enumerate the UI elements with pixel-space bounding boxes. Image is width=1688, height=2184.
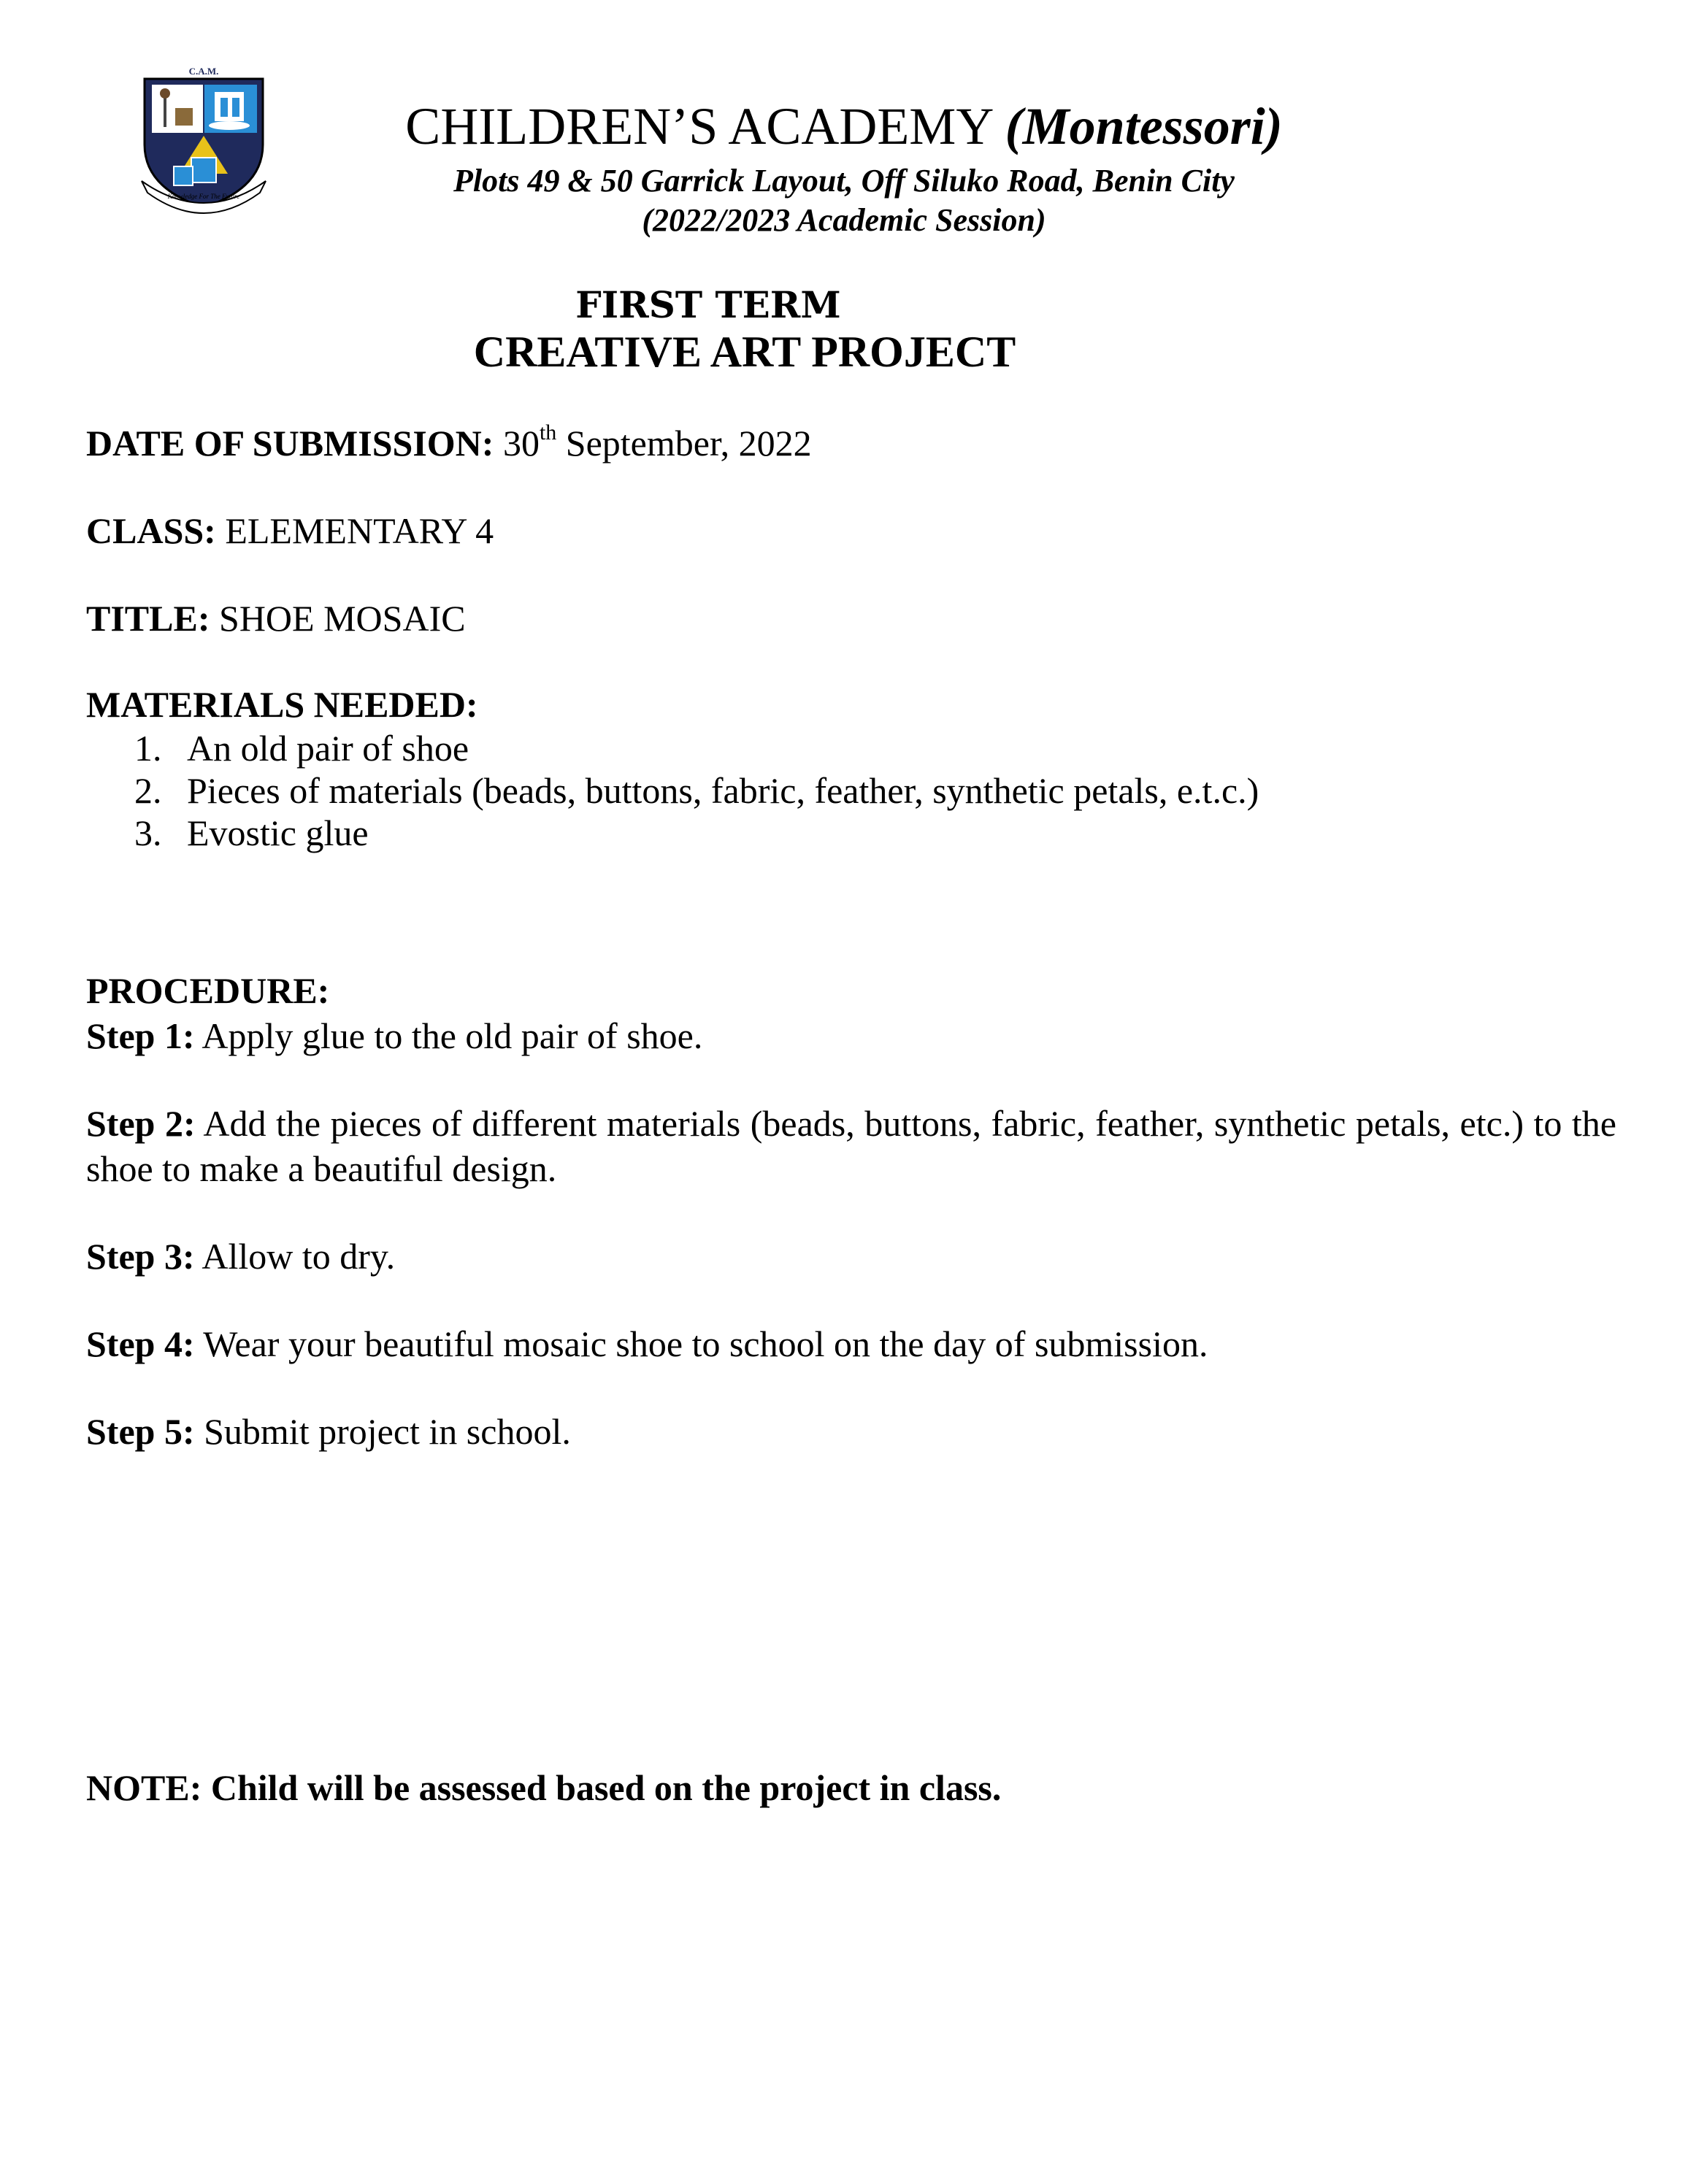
assessment-note: NOTE: Child will be assessed based on the project in class.: [86, 1767, 1002, 1808]
submission-suffix: th: [539, 420, 557, 445]
list-item: [134, 727, 469, 769]
step-label: Step 1:: [86, 1015, 195, 1056]
class-label: CLASS:: [86, 510, 216, 551]
title-label: TITLE:: [86, 598, 210, 639]
project-heading: CREATIVE ART PROJECT: [473, 328, 1016, 376]
submission-label: DATE OF SUBMISSION:: [86, 423, 494, 464]
term-heading: FIRST TERM: [575, 283, 841, 326]
class-line: [86, 510, 494, 552]
step-label: Step 4:: [86, 1323, 195, 1364]
school-address: Plots 49 & 50 Garrick Layout, Off Siluko Road, Benin City: [453, 163, 1235, 199]
procedure-heading-text: PROCEDURE:: [86, 970, 330, 1011]
procedure-heading: [86, 969, 329, 1012]
step-text: Apply glue to the old pair of shoe.: [202, 1015, 703, 1056]
submission-date: [86, 422, 812, 464]
crest-motto: Knowledge For The Future: [167, 193, 240, 200]
list-item: [134, 812, 369, 854]
materials-heading: [86, 683, 478, 726]
list-item-text: Pieces of materials (beads, buttons, fabric, feather, synthetic petals, e.t.c.): [187, 770, 1259, 811]
school-name-text: CHILDREN’S ACADEMY: [405, 97, 992, 155]
title-value: SHOE MOSAIC: [219, 598, 466, 639]
academic-session: (2022/2023 Academic Session): [642, 202, 1046, 238]
list-item-text: An old pair of shoe: [187, 728, 469, 769]
submission-day: 30: [502, 423, 540, 464]
title-line: [86, 597, 466, 639]
step-label: Step 3:: [86, 1236, 195, 1277]
school-name-suffix: (Montessori): [1005, 97, 1283, 155]
list-item-number: 2.: [134, 770, 162, 811]
submission-rest: September, 2022: [565, 423, 812, 464]
step-text: Allow to dry.: [202, 1236, 396, 1277]
step-text: Wear your beautiful mosaic shoe to school on the day of submission.: [203, 1323, 1208, 1364]
crest-initials: C.A.M.: [188, 66, 219, 77]
procedure-step: [86, 1013, 1616, 1058]
step-label: Step 5:: [86, 1411, 195, 1452]
procedure-step: [86, 1234, 1616, 1279]
procedure-step: [86, 1101, 1616, 1191]
procedure-step: [86, 1409, 1616, 1454]
list-item-number: 3.: [134, 812, 162, 853]
procedure-step: [86, 1321, 1616, 1366]
step-text: Submit project in school.: [204, 1411, 571, 1452]
class-value: ELEMENTARY 4: [225, 510, 494, 551]
materials-heading-text: MATERIALS NEEDED:: [86, 684, 478, 725]
step-label: Step 2:: [86, 1103, 196, 1144]
list-item-text: Evostic glue: [187, 812, 369, 853]
list-item: [134, 769, 1259, 812]
step-text: Add the pieces of different materials (beads, buttons, fabric, feather, synthetic petals, etc.) to the shoe to make a beautiful design.: [86, 1103, 1616, 1189]
list-item-number: 1.: [134, 728, 162, 769]
school-name: [0, 96, 1688, 157]
